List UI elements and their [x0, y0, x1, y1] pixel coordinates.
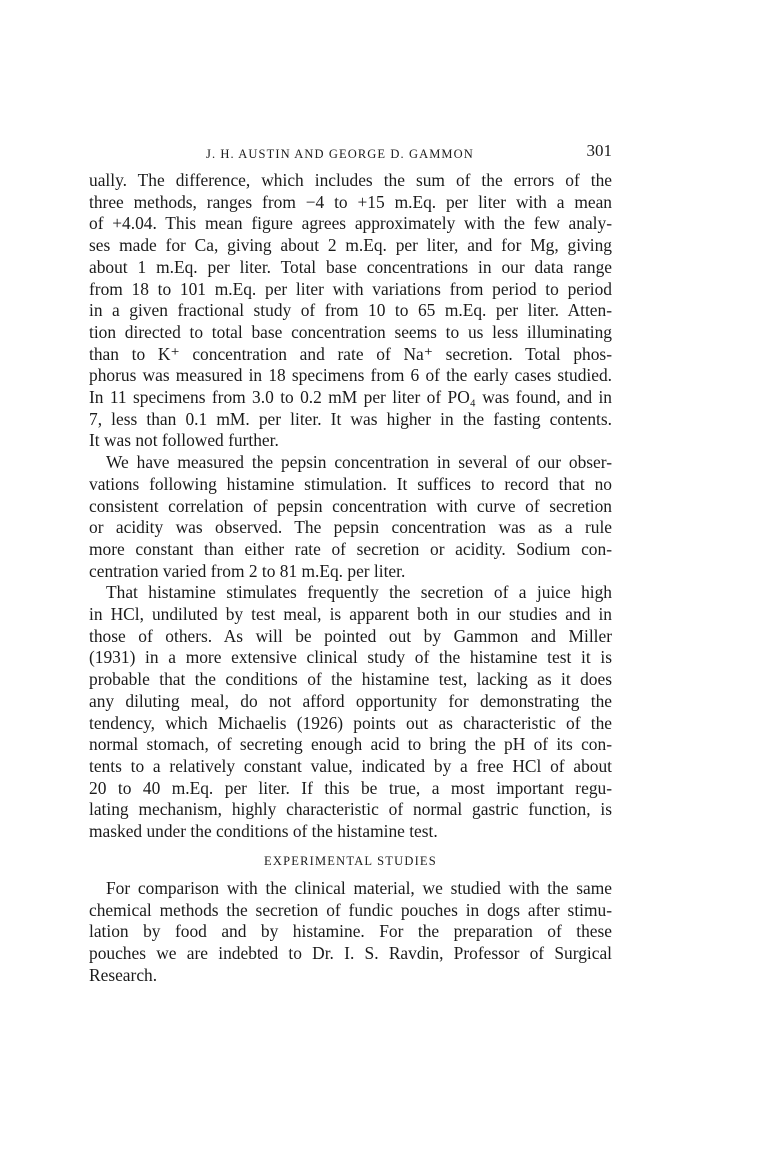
running-head-authors: J. H. AUSTIN AND GEORGE D. GAMMON	[206, 147, 474, 161]
text-line: of +4.04. This mean figure agrees approximately with the few analy-	[89, 213, 612, 234]
text-line: That histamine stimulates frequently the secretion of a juice high	[106, 582, 612, 603]
text-line: tents to a relatively constant value, indicated by a free HCl of about	[89, 755, 612, 776]
text-line: centration varied from 2 to 81 m.Eq. per liter.	[89, 560, 406, 581]
text-line: In 11 specimens from 3.0 to 0.2 mM per liter of PO₄ was found, and in	[89, 387, 612, 408]
text-line: 7, less than 0.1 mM. per liter. It was higher in the fasting contents.	[89, 408, 612, 429]
text-line: chemical methods the secretion of fundic pouches in dogs after stimu-	[89, 899, 612, 920]
paragraph-total-base	[89, 170, 612, 452]
text-line: ses made for Ca, giving about 2 m.Eq. per liter, and for Mg, giving	[89, 235, 612, 256]
text-line: Research.	[89, 964, 158, 985]
paragraph-histamine	[89, 582, 612, 842]
text-line: in a given fractional study of from 10 to 65 m.Eq. per liter. Atten-	[89, 300, 612, 321]
text-line: (1931) in a more extensive clinical study of the histamine test it is	[89, 647, 612, 668]
text-line: any diluting meal, do not afford opportunity for demonstrating the	[89, 690, 612, 711]
text-line: 20 to 40 m.Eq. per liter. If this be true, a most important regu-	[89, 777, 612, 798]
text-line: pouches we are indebted to Dr. I. S. Ravdin, Professor of Surgical	[89, 942, 612, 963]
text-line: For comparison with the clinical material, we studied with the same	[106, 877, 612, 898]
paragraph-pepsin	[89, 452, 612, 582]
text-line: in HCl, undiluted by test meal, is apparent both in our studies and in	[89, 604, 612, 625]
text-line: lating mechanism, highly characteristic of normal gastric function, is	[89, 799, 612, 820]
text-line: ually. The difference, which includes the sum of the errors of the	[89, 170, 612, 190]
text-line: masked under the conditions of the histamine test.	[89, 821, 438, 842]
text-line: It was not followed further.	[89, 430, 279, 451]
text-line: lation by food and by histamine. For the preparation of these	[89, 921, 612, 942]
text-line: We have measured the pepsin concentration in several of our obser-	[106, 452, 612, 473]
text-line: probable that the conditions of the histamine test, lacking as it does	[89, 669, 612, 690]
section-heading: EXPERIMENTAL STUDIES	[264, 853, 437, 868]
text-line: from 18 to 101 m.Eq. per liter with variations from period to period	[89, 278, 612, 299]
paragraph-experimental	[89, 878, 612, 987]
text-line: about 1 m.Eq. per liter. Total base concentrations in our data range	[89, 256, 612, 277]
text-line: phorus was measured in 18 specimens from 6 of the early cases studied.	[89, 365, 612, 386]
page	[89, 136, 612, 986]
running-head	[89, 136, 612, 170]
text-line: vations following histamine stimulation. It suffices to record that no	[89, 473, 612, 494]
text-line: three methods, ranges from −4 to +15 m.Eq. per liter with a mean	[89, 191, 612, 212]
text-line: tendency, which Michaelis (1926) points out as characteristic of the	[89, 712, 612, 733]
text-line: more constant than either rate of secretion or acidity. Sodium con-	[89, 538, 612, 559]
text-line: normal stomach, of secreting enough acid to bring the pH of its con-	[89, 734, 612, 755]
page-number: 301	[586, 141, 612, 160]
text-line: those of others. As will be pointed out by Gammon and Miller	[89, 625, 612, 646]
text-line: or acidity was observed. The pepsin concentration was as a rule	[89, 517, 612, 538]
text-line: consistent correlation of pepsin concentration with curve of secretion	[89, 495, 612, 516]
text-line: than to K⁺ concentration and rate of Na⁺ secretion. Total phos-	[89, 343, 612, 364]
text-line: tion directed to total base concentration seems to us less illuminating	[89, 321, 612, 342]
